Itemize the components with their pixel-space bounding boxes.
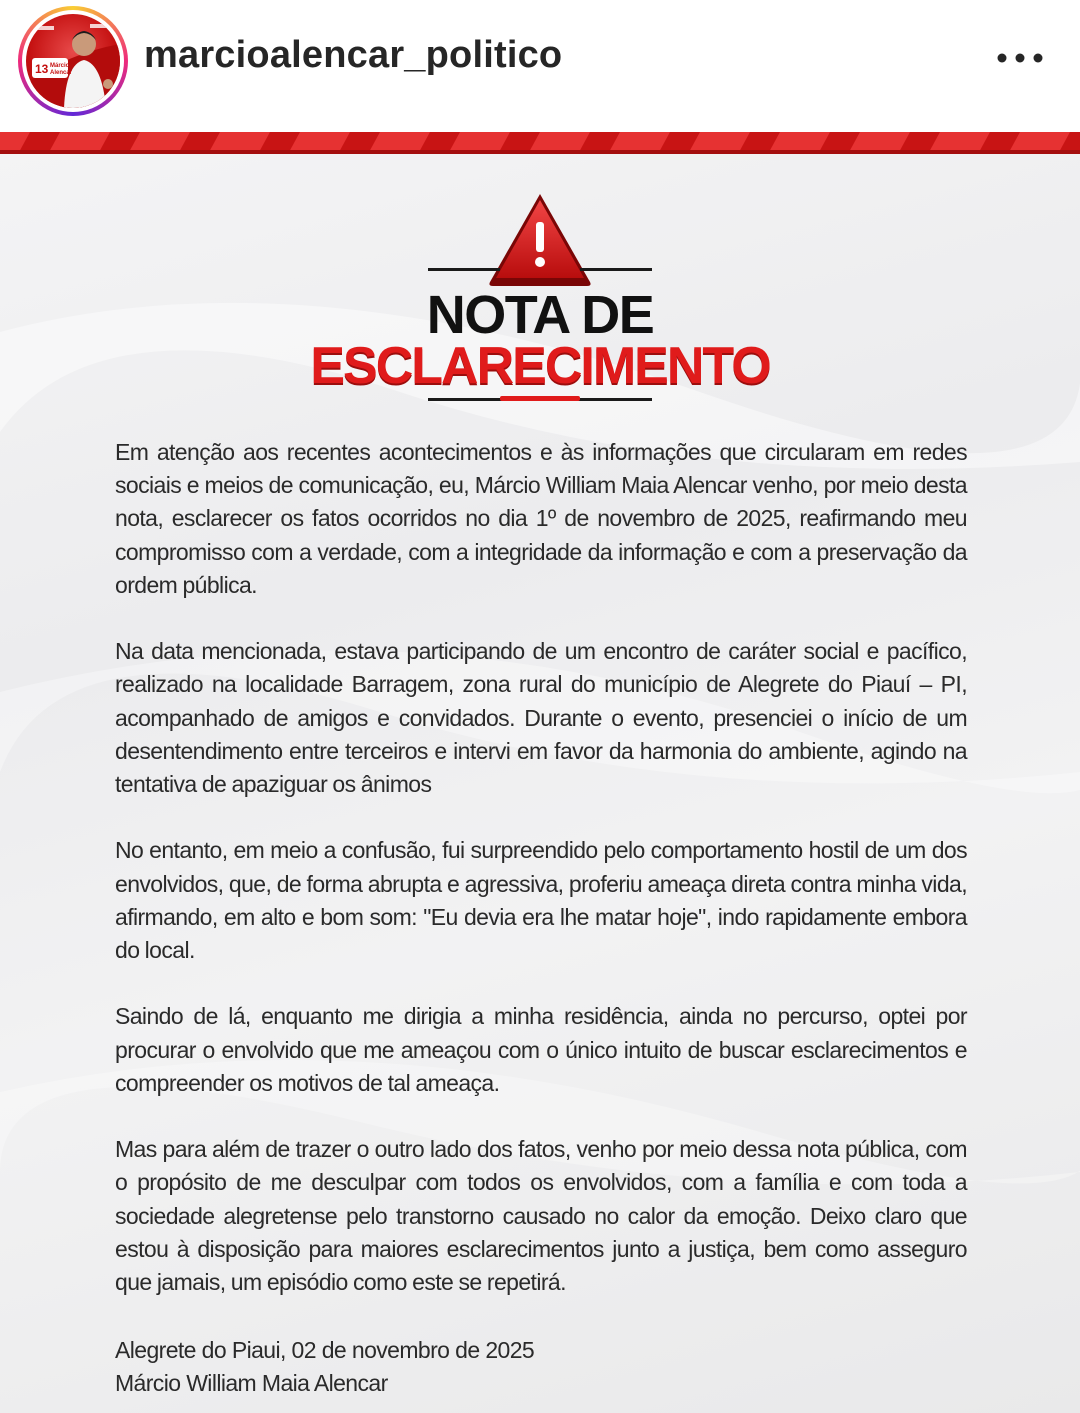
title-line1: NOTA DE [426, 285, 654, 345]
post-image[interactable] [0, 132, 1080, 1413]
title-rule-left [428, 268, 500, 271]
note-body [115, 436, 967, 1332]
title-line2: ESCLARECIMENTO [310, 337, 770, 395]
avatar[interactable] [26, 14, 120, 108]
avatar-name-line2: Alencar [50, 70, 73, 76]
more-horizontal-icon [992, 40, 1048, 76]
signature-name: Márcio William Maia Alencar [115, 1370, 388, 1396]
warning-triangle-icon [486, 190, 594, 288]
paragraph: Mas para além de trazer o outro lado dos fatos, venho por meio dessa nota pública, com o propósito de me desculpar com todos os envolvidos, com a família e com toda a sociedade alegretense pelo transtorno causado no calor da emoção. Deixo claro que estou à disposição para maiores esclarecimentos junto a justiça, bem como asseguro que jamais, um episódio como este se repetirá. [115, 1136, 967, 1296]
paragraph: No entanto, em meio a confusão, fui surpreendido pelo comportamento hostil de um dos envolvidos, que, de forma abrupta e agressiva, proferiu ameaça direta contra minha vida, afirmando, em alto e bom som: "Eu devia era lhe matar hoje", indo rapidamente embora do local. [115, 837, 967, 964]
post-header [0, 0, 1080, 132]
paragraph: Em atenção aos recentes acontecimentos e às informações que circularam em redes sociais e meios de comunicação, eu, Márcio William Maia Alencar venho, por meio desta nota, esclarecer os fatos ocorridos no dia 1º de novembro de 2025, reafirmando meu compromisso com a verdade, com a integridade da informação e com a preservação da ordem pública. [115, 439, 967, 598]
story-ring[interactable] [18, 6, 128, 116]
paragraph: Saindo de lá, enquanto me dirigia a minha residência, ainda no percurso, optei por procurar o envolvido que me ameaçou com o único intuito de buscar esclarecimentos e compreender os motivos de tal ameaça. [115, 1003, 967, 1096]
username-link[interactable]: marcioalencar_politico [144, 34, 563, 76]
title-red-underline [500, 396, 580, 401]
avatar-number: 13 [35, 62, 49, 76]
paragraph: Na data mencionada, estava participando de um encontro de caráter social e pacífico, realizado na localidade Barragem, zona rural do município de Alegrete do Piauí – PI, acompanhado de amigos e convidados. Durante o evento, presenciei o início de um desentendimento entre terceiros e intervi em favor da harmonia do ambiente, agindo na tentativa de apaziguar os ânimos [115, 638, 967, 798]
signature-block [115, 1334, 534, 1400]
avatar-name-line1: Márcio [50, 63, 70, 69]
place-date: Alegrete do Piaui, 02 de novembro de 2025 [115, 1337, 535, 1363]
more-options-button[interactable] [992, 40, 1048, 76]
title-rule-right [580, 268, 652, 271]
